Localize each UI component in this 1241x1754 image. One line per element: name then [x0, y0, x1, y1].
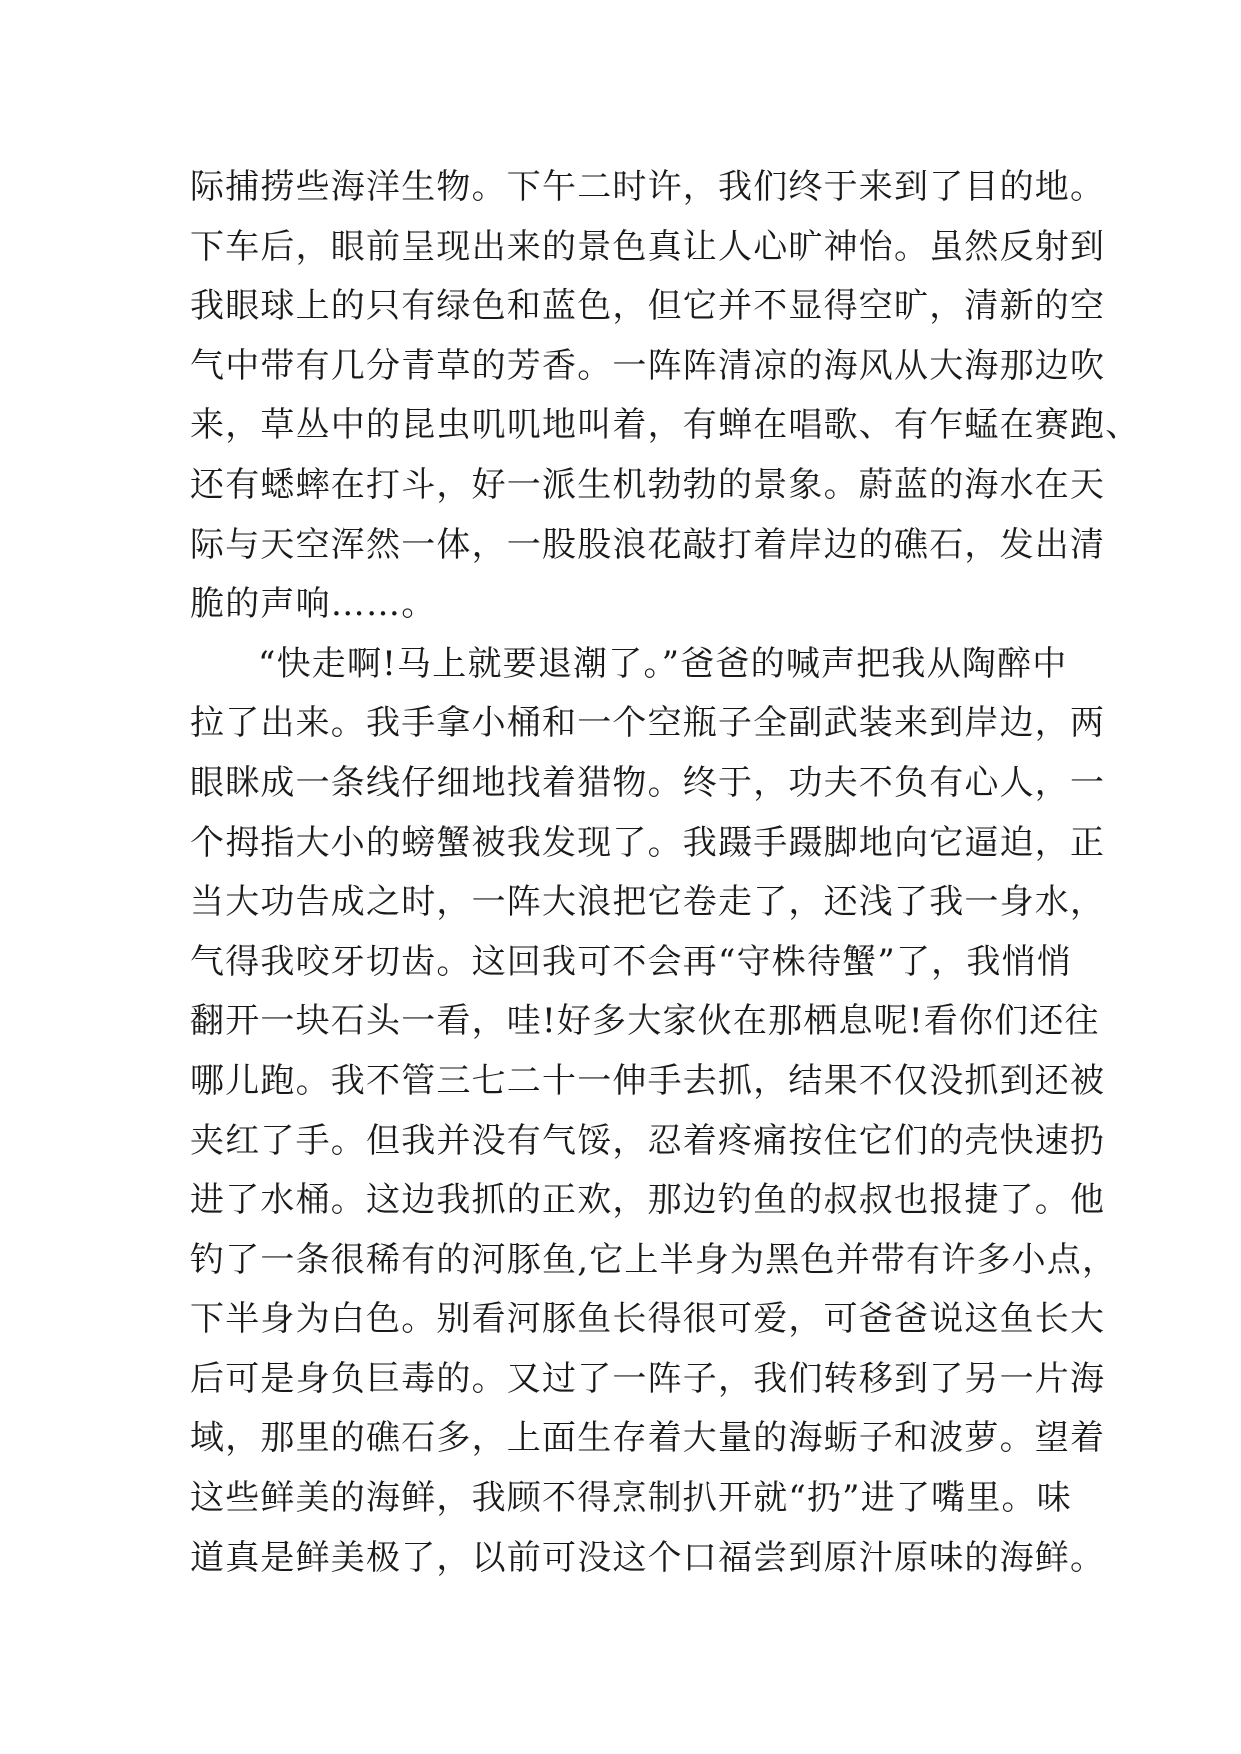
text-line: 拉了出来。我手拿小桶和一个空瓶子全副武装来到岸边，两 [190, 703, 1106, 744]
body-text [190, 158, 1141, 1588]
text-line: 我眼球上的只有绿色和蓝色，但它并不显得空旷，清新的空 [190, 286, 1106, 327]
text-line: 下车后，眼前呈现出来的景色真让人心旷神怡。虽然反射到 [190, 226, 1106, 267]
text-line: 下半身为白色。别看河豚鱼长得很可爱，可爸爸说这鱼长大 [190, 1299, 1106, 1340]
text-line: 个拇指大小的螃蟹被我发现了。我蹑手蹑脚地向它逼迫，正 [190, 822, 1106, 863]
paragraph-1 [190, 158, 1141, 635]
text-line-first-indented: “快走啊!马上就要退潮了。”爸爸的喊声把我从陶醉中 [258, 643, 1068, 684]
text-line: 当大功告成之时，一阵大浪把它卷走了，还浅了我一身水， [190, 882, 1106, 923]
text-line: 脆的声响……。 [190, 584, 437, 625]
text-line: 翻开一块石头一看，哇!好多大家伙在那栖息呢!看你们还往 [190, 1001, 1100, 1042]
text-line: 眼眯成一条线仔细地找着猎物。终于，功夫不负有心人，一 [190, 762, 1106, 803]
text-line: 还有蟋蟀在打斗，好一派生机勃勃的景象。蔚蓝的海水在天 [190, 464, 1106, 505]
text-line: 钓了一条很稀有的河豚鱼,它上半身为黑色并带有许多小点， [190, 1239, 1118, 1280]
text-line: 夹红了手。但我并没有气馁，忍着疼痛按住它们的壳快速扔 [190, 1120, 1106, 1161]
text-line: 这些鲜美的海鲜，我顾不得烹制扒开就“扔”进了嘴里。味 [190, 1478, 1072, 1519]
text-line: 后可是身负巨毒的。又过了一阵子，我们转移到了另一片海 [190, 1358, 1106, 1399]
text-line: 哪儿跑。我不管三七二十一伸手去抓，结果不仅没抓到还被 [190, 1060, 1106, 1101]
paragraph-2 [190, 635, 1118, 1589]
text-line: 际捕捞些海洋生物。下午二时许，我们终于来到了目的地。 [190, 167, 1106, 207]
text-line: 气中带有几分青草的芳香。一阵阵清凉的海风从大海那边吹 [190, 345, 1106, 386]
text-line: 道真是鲜美极了，以前可没这个口福尝到原汁原味的海鲜。 [190, 1537, 1106, 1578]
text-line: 气得我咬牙切齿。这回我可不会再“守株待蟹”了，我悄悄 [190, 941, 1072, 982]
text-line: 进了水桶。这边我抓的正欢，那边钓鱼的叔叔也报捷了。他 [190, 1180, 1106, 1221]
text-line: 域，那里的礁石多，上面生存着大量的海蛎子和波萝。望着 [190, 1418, 1106, 1459]
text-line: 来，草丛中的昆虫叽叽地叫着，有蝉在唱歌、有乍蜢在赛跑、 [190, 405, 1141, 446]
text-line: 际与天空浑然一体，一股股浪花敲打着岸边的礁石，发出清 [190, 524, 1106, 565]
